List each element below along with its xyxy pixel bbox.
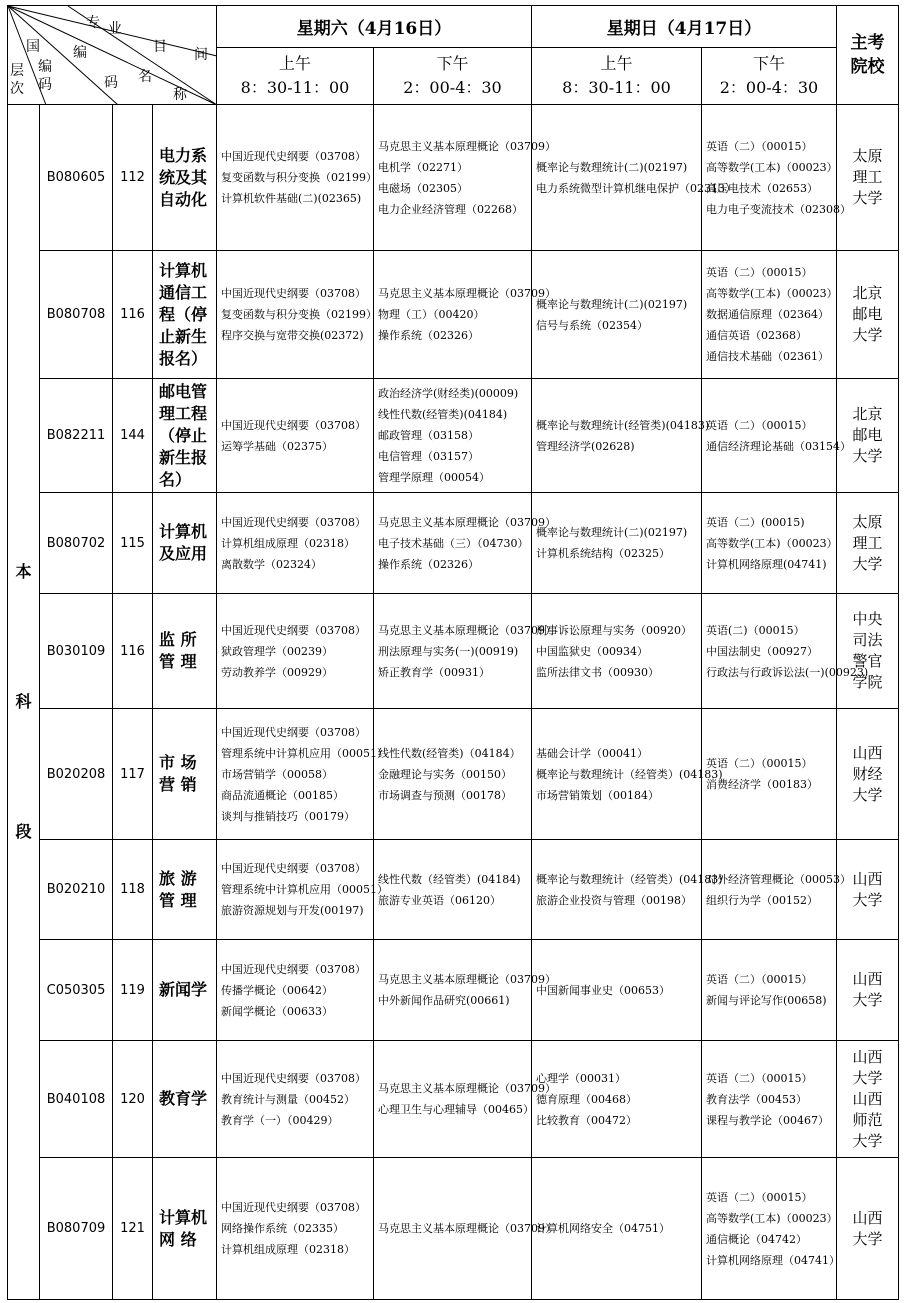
course-entry: 计算机组成原理（02318） xyxy=(221,1243,355,1256)
slot-sun-pm xyxy=(702,48,837,105)
course-entry: 行政法与行政诉讼法(一)(00923) xyxy=(706,665,869,679)
host-school-text: 山西财经大学 xyxy=(852,743,883,804)
course-entry: 组织行为学（00152） xyxy=(706,893,818,907)
course-entry: 马克思主义基本原理概论（03709） xyxy=(378,623,556,637)
course-entry: 旅游资源规划与开发(00197) xyxy=(221,904,364,917)
major-number: 118 xyxy=(113,840,153,940)
course-entry: 中国近现代史纲要（03708） xyxy=(221,725,366,739)
course-entry: 中国法制史（00927） xyxy=(706,644,818,658)
course-entry: 运筹学基础（02375） xyxy=(221,439,333,453)
slot-sun-am xyxy=(532,48,702,105)
host-school-text: 山西大学 xyxy=(852,970,883,1009)
course-entry: 电力系统微型计算机继电保护（02313） xyxy=(536,181,736,195)
major-name: 市 场 营 销 xyxy=(153,709,217,840)
host-school xyxy=(837,594,899,709)
major-code: B080708 xyxy=(40,251,113,379)
subjects-sun-pm xyxy=(702,709,837,840)
table-row xyxy=(8,1041,899,1158)
subjects-sat-pm xyxy=(374,709,532,840)
major-number: 116 xyxy=(113,594,153,709)
subjects-sat-pm xyxy=(374,379,532,493)
subjects-sat-pm xyxy=(374,493,556,594)
major-number: 112 xyxy=(113,105,153,251)
host-school-text: 山西大学山西师范大学 xyxy=(852,1047,883,1150)
course-entry: 消费经济学（00183） xyxy=(706,778,818,791)
diag-label: 国 xyxy=(26,39,40,55)
major-code: B082211 xyxy=(40,379,113,493)
course-entry: 马克思主义基本原理概论（03709） xyxy=(378,973,556,986)
course-entry: 英语（二）（00015） xyxy=(706,418,813,432)
course-entry: 中国近现代史纲要（03708） xyxy=(221,1201,366,1214)
course-entry: 英语（二）（00015） xyxy=(706,266,813,279)
diag-label: 专 xyxy=(86,15,100,31)
course-entry: 心理学（00031） xyxy=(536,1071,626,1085)
subjects-sun-pm xyxy=(702,1158,840,1300)
course-entry: 新闻与评论写作(00658) xyxy=(706,994,827,1007)
table-row xyxy=(8,1158,899,1300)
host-school xyxy=(837,379,899,493)
major-number: 120 xyxy=(113,1041,153,1158)
course-entry: 中外新闻作品研究(00661) xyxy=(378,994,510,1007)
course-entry: 谈判与推销技巧（00179） xyxy=(221,809,355,823)
course-entry: 新闻学概论（00633） xyxy=(221,1004,333,1018)
course-entry: 概率论与数理统计(二)(02197) xyxy=(536,526,688,539)
subjects-sat-pm xyxy=(374,251,556,379)
diag-label: 码 xyxy=(104,75,118,91)
course-entry: 复变函数与积分变换（02199） xyxy=(221,171,377,184)
course-entry: 计算机网络安全（04751） xyxy=(536,1222,670,1235)
major-code: B080605 xyxy=(40,105,113,251)
course-entry: 英语(二)（00015） xyxy=(706,623,805,637)
host-school-header xyxy=(837,6,899,105)
major-code: B080709 xyxy=(40,1158,113,1300)
subjects-sat-pm xyxy=(374,940,556,1041)
host-school xyxy=(837,493,899,594)
major-name: 监 所 管 理 xyxy=(153,594,217,709)
subjects-sat-am xyxy=(217,379,374,493)
course-entry: 狱政管理学（00239） xyxy=(221,644,333,658)
table-row xyxy=(8,379,899,493)
subjects-sat-am xyxy=(217,840,388,940)
major-number: 115 xyxy=(113,493,153,594)
major-name: 计算机网 络 xyxy=(153,1158,217,1300)
subjects-sat-pm xyxy=(374,105,556,251)
subjects-sun-am xyxy=(532,379,710,493)
subjects-sun-pm xyxy=(702,940,837,1041)
course-entry: 数据通信原理（02364） xyxy=(706,308,829,321)
slot-time: 8：30-11：00 xyxy=(562,78,671,97)
course-entry: 英语（二）（00015） xyxy=(706,973,813,986)
diag-label: 编 xyxy=(73,45,87,61)
course-entry: 概率论与数理统计(经管类)(04183) xyxy=(536,418,710,432)
subjects-sun-am xyxy=(532,105,736,251)
course-entry: 高压电技术（02653） xyxy=(706,181,818,195)
course-entry: 监所法律文书（00930） xyxy=(536,665,659,679)
host-school-header-text: 主考院校 xyxy=(850,33,885,77)
course-entry: 通信英语（02368） xyxy=(706,329,807,342)
major-code: B020210 xyxy=(40,840,113,940)
course-entry: 马克思主义基本原理概论（03709） xyxy=(378,1222,556,1235)
diag-label: 业 xyxy=(108,21,122,37)
subjects-sat-am xyxy=(217,105,377,251)
subjects-sat-am xyxy=(217,940,374,1041)
slot-label: 下午 xyxy=(436,54,469,73)
course-entry: 计算机组成原理（02318） xyxy=(221,536,355,550)
course-entry: 中国近现代史纲要（03708） xyxy=(221,418,366,432)
course-entry: 程序交换与宽带交换(02372) xyxy=(221,329,364,342)
course-entry: 旅游企业投资与管理（00198） xyxy=(536,893,692,907)
slot-time: 2：00-4：30 xyxy=(403,78,502,97)
course-entry: 马克思主义基本原理概论（03709） xyxy=(378,287,556,300)
course-entry: 计算机系统结构（02325） xyxy=(536,547,670,560)
course-entry: 电信管理（03157） xyxy=(378,450,479,463)
slot-sat-pm xyxy=(374,48,532,105)
course-entry: 网络操作系统（02335） xyxy=(221,1222,344,1235)
course-entry: 概率论与数理统计（经管类）(04183) xyxy=(536,872,723,886)
course-entry: 教育法学（00453） xyxy=(706,1092,807,1106)
course-entry: 中国新闻事业史（00653） xyxy=(536,983,670,997)
major-code: B080702 xyxy=(40,493,113,594)
course-entry: 劳动教养学（00929） xyxy=(221,665,333,679)
host-school xyxy=(837,251,899,379)
table-row xyxy=(8,709,899,840)
course-entry: 基础会计学（00041） xyxy=(536,746,648,760)
course-entry: 电力企业经济管理（02268） xyxy=(378,202,523,216)
course-entry: 中国近现代史纲要（03708） xyxy=(221,287,366,300)
course-entry: 管理系统中计算机应用（00051） xyxy=(221,883,388,896)
course-entry: 中国近现代史纲要（03708） xyxy=(221,962,366,976)
course-entry: 市场营销学（00058） xyxy=(221,767,333,781)
table-row xyxy=(8,594,899,709)
course-entry: 教育学（一）（00429） xyxy=(221,1113,339,1127)
host-school xyxy=(837,940,899,1041)
table-row xyxy=(8,493,899,594)
course-entry: 高等数学(工本)（00023） xyxy=(706,1211,838,1225)
course-entry: 商品流通概论（00185） xyxy=(221,788,344,802)
course-entry: 英语（二）（00015） xyxy=(706,1071,813,1085)
table-row xyxy=(8,251,899,379)
subjects-sat-am xyxy=(217,493,374,594)
host-school-text: 山西大学 xyxy=(852,1208,883,1248)
host-school-text: 太原理工大学 xyxy=(852,147,883,207)
course-entry: 管理学原理（00054） xyxy=(378,471,490,484)
course-entry: 心理卫生与心理辅导（00465） xyxy=(378,1103,534,1116)
slot-sat-am xyxy=(217,48,374,105)
course-entry: 概率论与数理统计(二)(02197) xyxy=(536,160,688,174)
host-school-text: 北京邮电大学 xyxy=(852,405,883,465)
host-school xyxy=(837,840,899,940)
host-school-text: 太原理工大学 xyxy=(852,512,883,573)
major-number: 117 xyxy=(113,709,153,840)
diag-label: 层次 xyxy=(10,63,24,97)
day-saturday-header: 星期六（4月16日） xyxy=(217,6,532,48)
subjects-sun-am xyxy=(532,594,702,709)
subjects-sun-am xyxy=(532,1158,702,1300)
subjects-sat-pm xyxy=(374,1158,556,1300)
level-text: 本科段 xyxy=(15,562,32,841)
course-entry: 邮政管理（03158） xyxy=(378,429,479,442)
day-sunday-header: 星期日（4月17日） xyxy=(532,6,837,48)
table-row xyxy=(8,105,899,251)
course-entry: 计算机网络原理(04741) xyxy=(706,557,827,571)
host-school xyxy=(837,1041,899,1158)
course-entry: 马克思主义基本原理概论（03709） xyxy=(378,515,556,529)
course-entry: 离散数学（02324） xyxy=(221,557,322,571)
course-entry: 操作系统（02326） xyxy=(378,557,479,571)
course-entry: 通信概论（04742） xyxy=(706,1232,807,1246)
course-entry: 电力电子变流技术（02308） xyxy=(706,202,851,216)
slot-time: 2：00-4：30 xyxy=(719,78,819,97)
diag-label: 间 xyxy=(194,47,208,63)
course-entry: 操作系统（02326） xyxy=(378,329,479,342)
slot-label: 下午 xyxy=(752,54,785,73)
subjects-sun-am xyxy=(532,940,702,1041)
subjects-sun-pm xyxy=(702,840,851,940)
subjects-sat-pm xyxy=(374,594,556,709)
course-entry: 中国近现代史纲要（03708） xyxy=(221,515,366,529)
major-name: 电力系统及其自动化 xyxy=(153,105,217,251)
exam-schedule-table xyxy=(7,5,899,1300)
subjects-sun-pm xyxy=(702,105,851,251)
course-entry: 物理（工）（00420） xyxy=(378,308,485,321)
host-school xyxy=(837,105,899,251)
host-school-text: 北京邮电大学 xyxy=(852,284,883,344)
diagonal-header-cell xyxy=(8,6,217,105)
course-entry: 市场调查与预测（00178） xyxy=(378,788,512,802)
course-entry: 信号与系统（02354） xyxy=(536,318,648,332)
host-school xyxy=(837,1158,899,1300)
course-entry: 计算机软件基础(二)(02365) xyxy=(221,192,362,205)
major-number: 121 xyxy=(113,1158,153,1300)
subjects-sat-am xyxy=(217,1041,374,1158)
course-entry: 线性代数(经管类)(04184) xyxy=(378,408,508,421)
level-cell xyxy=(8,105,40,1300)
subjects-sat-am xyxy=(217,594,374,709)
major-number: 144 xyxy=(113,379,153,493)
course-entry: 刑事诉讼原理与实务（00920） xyxy=(536,623,692,637)
course-entry: 旅游专业英语（06120） xyxy=(378,893,501,907)
subjects-sat-pm xyxy=(374,1041,556,1158)
subjects-sun-am xyxy=(532,493,702,594)
course-entry: 政治经济学(财经类)(00009) xyxy=(378,387,519,400)
course-entry: 英语（二）（00015） xyxy=(706,139,813,153)
course-entry: 高等数学(工本)（00023） xyxy=(706,160,838,174)
slot-label: 上午 xyxy=(278,54,311,73)
course-entry: 高等数学(工本)（00023） xyxy=(706,536,838,550)
diag-label: 称 xyxy=(173,87,187,103)
major-code: C050305 xyxy=(40,940,113,1041)
subjects-sun-am xyxy=(532,709,723,840)
slot-label: 上午 xyxy=(600,54,633,73)
course-entry: 高等数学(工本)（00023） xyxy=(706,287,838,300)
course-entry: 电磁场（02305） xyxy=(378,181,468,195)
course-entry: 课程与教学论（00467） xyxy=(706,1113,829,1127)
subjects-sun-pm xyxy=(702,493,837,594)
course-entry: 矫正教育学（00931） xyxy=(378,665,490,679)
course-entry: 德育原理（00468） xyxy=(536,1092,637,1106)
course-entry: 中国近现代史纲要（03708） xyxy=(221,1071,366,1085)
course-entry: 比较教育（00472） xyxy=(536,1113,637,1127)
course-entry: 管理系统中计算机应用（00051） xyxy=(221,746,388,760)
major-code: B020208 xyxy=(40,709,113,840)
course-entry: 金融理论与实务（00150） xyxy=(378,767,512,781)
course-entry: 通信经济理论基础（03154） xyxy=(706,439,851,453)
course-entry: 通信技术基础（02361） xyxy=(706,350,829,363)
course-entry: 中国近现代史纲要（03708） xyxy=(221,623,366,637)
major-name: 计算机通信工程（停止新生报名） xyxy=(153,251,217,379)
course-entry: 英语（二）（00015） xyxy=(706,757,813,770)
subjects-sat-am xyxy=(217,709,388,840)
diag-label: 编码 xyxy=(38,59,52,93)
major-name: 旅 游 管 理 xyxy=(153,840,217,940)
major-number: 119 xyxy=(113,940,153,1041)
subjects-sat-pm xyxy=(374,840,532,940)
major-name: 计算机及应用 xyxy=(153,493,217,594)
course-entry: 刑法原理与实务(一)(00919) xyxy=(378,644,519,658)
subjects-sun-pm xyxy=(702,1041,837,1158)
subjects-sun-am xyxy=(532,1041,702,1158)
course-entry: 马克思主义基本原理概论（03709） xyxy=(378,139,556,153)
table-row xyxy=(8,840,899,940)
subjects-sat-am xyxy=(217,251,377,379)
course-entry: 电子技术基础（三）（04730） xyxy=(378,536,529,550)
diag-label: 名 xyxy=(138,69,152,85)
table-row xyxy=(8,940,899,1041)
course-entry: 概率论与数理统计（经管类）(04183) xyxy=(536,767,723,781)
course-entry: 市场营销策划（00184） xyxy=(536,788,659,802)
major-name: 教育学 xyxy=(153,1041,217,1158)
course-entry: 对外经济管理概论（00053） xyxy=(706,872,851,886)
course-entry: 马克思主义基本原理概论（03709） xyxy=(378,1082,556,1095)
course-entry: 中国近现代史纲要（03708） xyxy=(221,862,366,875)
subjects-sun-am xyxy=(532,840,723,940)
course-entry: 电机学（02271） xyxy=(378,160,468,174)
host-school xyxy=(837,709,899,840)
course-entry: 线性代数（经管类）(04184) xyxy=(378,872,521,886)
subjects-sun-pm xyxy=(702,379,851,493)
course-entry: 线性代数(经管类)（04184） xyxy=(378,746,521,760)
host-school-text: 山西大学 xyxy=(852,869,883,909)
major-number: 116 xyxy=(113,251,153,379)
course-entry: 计算机网络原理（04741） xyxy=(706,1253,840,1267)
course-entry: 复变函数与积分变换（02199） xyxy=(221,308,377,321)
course-entry: 中国近现代史纲要（03708） xyxy=(221,150,366,163)
course-entry: 中国监狱史（00934） xyxy=(536,644,648,658)
major-name: 邮电管理工程（停止新生报名） xyxy=(153,379,217,493)
major-code: B030109 xyxy=(40,594,113,709)
subjects-sun-pm xyxy=(702,251,837,379)
diag-label: 目 xyxy=(153,39,167,55)
course-entry: 概率论与数理统计(二)(02197) xyxy=(536,297,688,311)
course-entry: 英语（二）（00015） xyxy=(706,1190,813,1204)
major-code: B040108 xyxy=(40,1041,113,1158)
course-entry: 英语（二）(00015) xyxy=(706,515,805,529)
subjects-sun-am xyxy=(532,251,702,379)
slot-time: 8：30-11：00 xyxy=(240,78,350,97)
course-entry: 传播学概论（00642） xyxy=(221,983,333,997)
major-name: 新闻学 xyxy=(153,940,217,1041)
course-entry: 教育统计与测量（00452） xyxy=(221,1092,355,1106)
host-school-text: 中央司法警官学院 xyxy=(852,610,883,691)
subjects-sat-am xyxy=(217,1158,374,1300)
course-entry: 管理经济学(02628) xyxy=(536,439,635,453)
